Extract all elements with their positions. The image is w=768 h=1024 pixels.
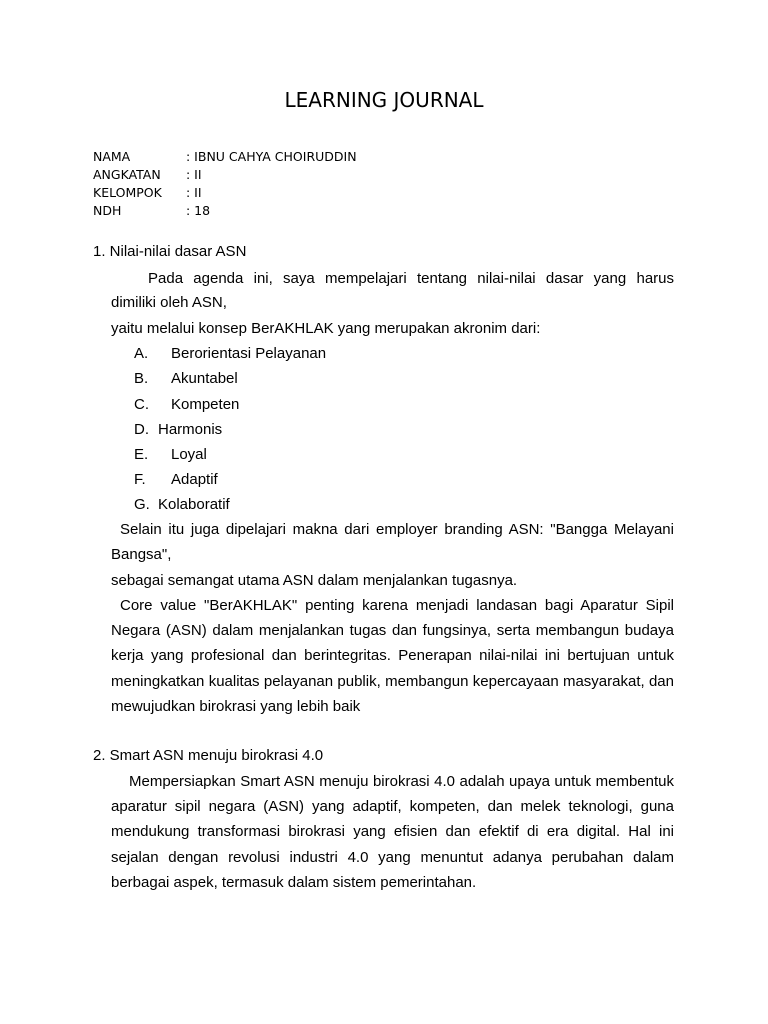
info-label: KELOMPOK: [93, 185, 162, 200]
section-1-paragraph-1-line-1: Pada agenda ini, saya mempelajari tentang nilai-nilai dasar yang harus: [148, 270, 674, 287]
list-item-text: Adaptif: [171, 471, 218, 488]
info-label: NDH: [93, 203, 122, 218]
list-item-letter: F.: [134, 471, 146, 488]
info-value: : 18: [186, 203, 211, 218]
list-item-text: Akuntabel: [171, 370, 238, 387]
list-item-text: Kolaboratif: [158, 496, 230, 513]
info-label: ANGKATAN: [93, 167, 161, 182]
section-1-paragraph-1-line-3: yaitu melalui konsep BerAKHLAK yang merupakan akronim dari:: [111, 320, 541, 337]
section-1-paragraph-2-line-2: Bangsa",: [111, 546, 172, 563]
section-2-heading: 2. Smart ASN menuju birokrasi 4.0: [93, 747, 324, 764]
info-value: : IBNU CAHYA CHOIRUDDIN: [186, 149, 357, 164]
list-item-letter: G.: [134, 496, 150, 513]
section-1-paragraph-2-line-1: Selain itu juga dipelajari makna dari employer branding ASN: "Bangga Melayani: [120, 521, 674, 538]
document-title: LEARNING JOURNAL: [284, 88, 484, 112]
list-item-text: Harmonis: [158, 421, 223, 438]
list-item-letter: B.: [134, 370, 149, 387]
list-item-letter: C.: [134, 396, 149, 413]
section-1-paragraph-1-line-2: dimiliki oleh ASN,: [111, 294, 227, 311]
list-item-letter: E.: [134, 446, 149, 463]
list-item-letter: D.: [134, 421, 149, 438]
list-item-text: Kompeten: [171, 396, 240, 413]
list-item-letter: A.: [134, 345, 149, 362]
info-value: : II: [186, 167, 202, 182]
list-item-text: Loyal: [171, 446, 207, 463]
section-1-heading: 1. Nilai-nilai dasar ASN: [93, 243, 247, 260]
info-value: : II: [186, 185, 202, 200]
section-1-paragraph-3: Core value "BerAKHLAK" penting karena menjadi landasan bagi Aparatur Sipil Negara (ASN) dalam menjalankan tugas dan fungsinya, serta membangun budaya kerja yang profesional dan berintegritas. Penerapan nilai-nilai ini bertujuan untuk meningkatkan kualitas pelayanan publik, membangun kepercayaan masyarakat, dan mewujudkan birokrasi yang lebih baik: [111, 597, 674, 715]
info-label: NAMA: [93, 149, 131, 164]
section-1-paragraph-2-line-3: sebagai semangat utama ASN dalam menjalankan tugasnya.: [111, 572, 518, 589]
section-2-paragraph: Mempersiapkan Smart ASN menuju birokrasi 4.0 adalah upaya untuk membentuk aparatur sipil negara (ASN) yang adaptif, kompeten, dan melek teknologi, guna mendukung transformasi birokrasi yang efisien dan efektif di era digital. Hal ini sejalan dengan revolusi industri 4.0 yang menuntut adanya perubahan dalam berbagai aspek, termasuk dalam sistem pemerintahan.: [111, 773, 674, 891]
list-item-text: Berorientasi Pelayanan: [171, 345, 327, 362]
